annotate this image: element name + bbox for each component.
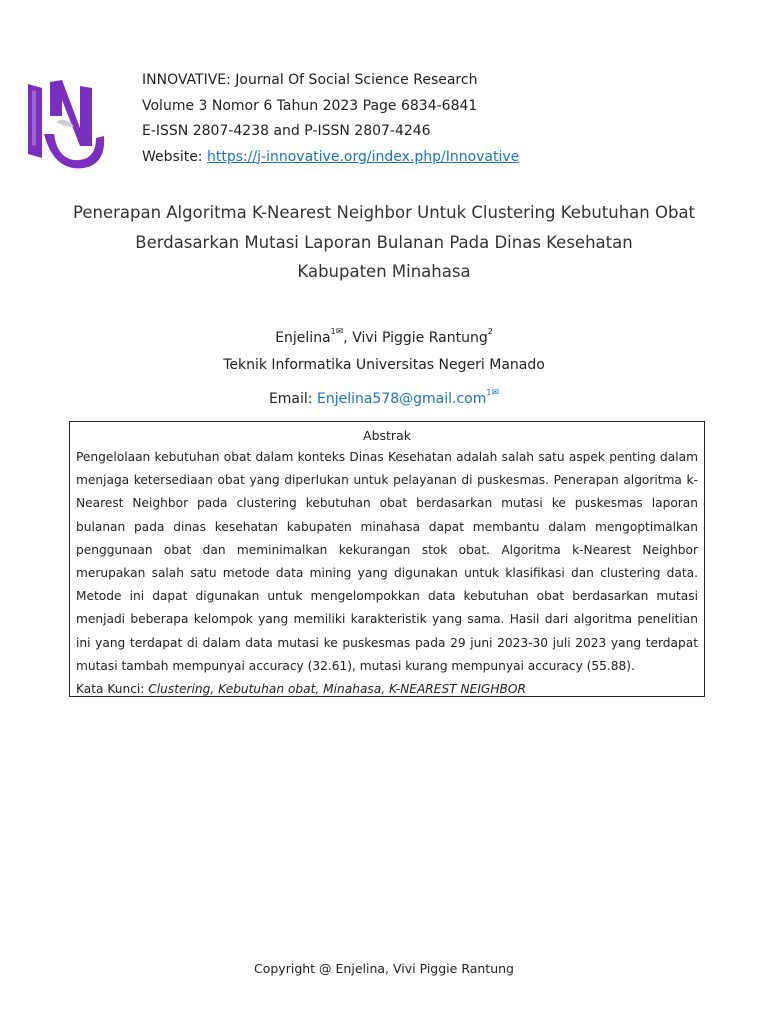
email-label: Email: [268,391,317,407]
abstract-box [69,421,705,697]
envelope-icon: ✉ [335,327,344,337]
title-line: Kabupaten Minahasa [297,262,471,281]
title-line: Berdasarkan Mutasi Laporan Bulanan Pada Dinas Kesehatan [135,232,633,252]
keywords: Clustering, Kebutuhan obat, Minahasa, K-NEAREST NEIGHBOR [148,682,526,697]
author-1-sup: 1 [330,327,336,336]
journal-volume: Volume 3 Nomor 6 Tahun 2023 Page 6834-6841 [142,97,478,114]
author-1: Enjelina [275,330,331,346]
journal-issn: E-ISSN 2807-4238 and P-ISSN 2807-4246 [142,123,431,139]
title-line: Penerapan Algoritma K-Nearest Neighbor Untuk Clustering Kebutuhan Obat [72,203,696,222]
abstract-heading: Abstrak [363,428,411,443]
email-sup: 1 [486,388,492,397]
author-block [0,318,768,413]
author-2-sup: 2 [487,327,493,336]
keywords-line [76,678,698,701]
paper-title [40,198,728,287]
journal-header [142,68,519,170]
author-separator: , [343,330,353,346]
affiliation: Teknik Informatika Universitas Negeri Manado [223,357,545,373]
envelope-icon: ✉ [491,388,500,398]
journal-name: INNOVATIVE: Journal Of Social Science Research [142,72,478,88]
journal-logo-icon [22,76,110,176]
journal-website [142,145,519,171]
website-link[interactable]: https://j-innovative.org/index.php/Innovative [206,148,520,165]
author-2: Vivi Piggie Rantung [352,330,488,346]
copyright-footer: Copyright @ Enjelina, Vivi Piggie Rantung [254,961,514,976]
abstract-body: Pengelolaan kebutuhan obat dalam konteks Dinas Kesehatan adalah salah satu aspek penting dalam menjaga ketersediaan obat yang diperlukan untuk pelayanan di puskesmas. Penerapan algoritma k-Nearest Neighbor pada clustering kebutuhan obat berdasarkan mutasi ke puskesmas laporan bulanan pada dinas kesehatan kabupaten minahasa dapat membantu dalam mengoptimalkan penggunaan obat dan meminimalkan kekurangan stok obat. Algoritma k-Nearest Neighbor merupakan salah satu metode data mining yang digunakan untuk klasifikasi dan clustering data. Metode ini dapat digunakan untuk mengelompokkan data kebutuhan obat berdasarkan mutasi menjadi beberapa kelompok yang memiliki karakteristik yang sama. Hasil dari algoritma penelitian ini yang terdapat di dalam data mutasi ke puskesmas pada 29 juni 2023-30 juli 2023 yang terdapat mutasi tambah mempunyai accuracy (32.61), mutasi kurang mempunyai accuracy (55.88). [76,450,698,673]
email-line [0,379,768,413]
website-label: Website: [142,148,207,165]
keywords-label: Kata Kunci: [76,682,149,697]
author-names [0,318,768,352]
email-link[interactable]: Enjelina578@gmail.com [316,391,487,407]
